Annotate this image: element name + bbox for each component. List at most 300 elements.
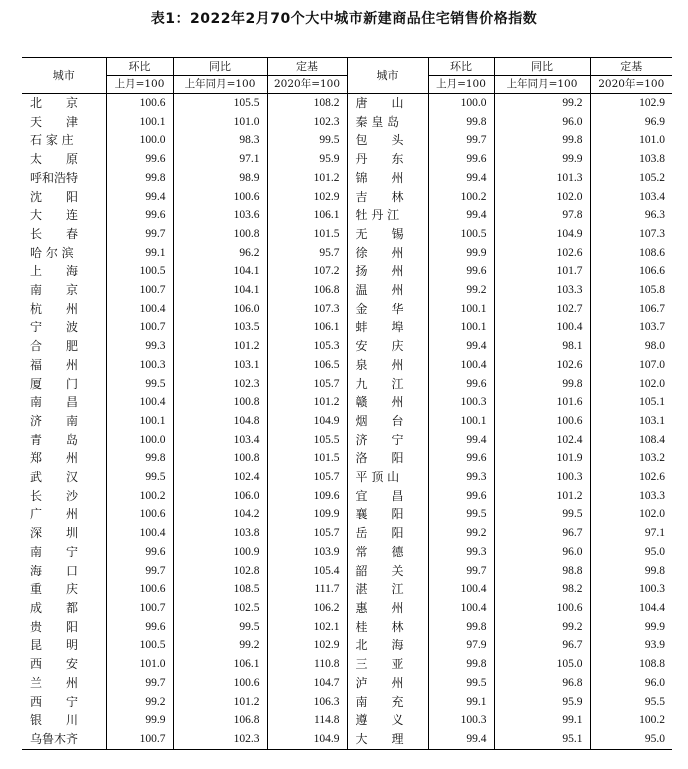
right-city-cell: 牡 丹 江 — [347, 206, 428, 225]
table-row — [22, 94, 672, 113]
left-city-cell: 呼和浩特 — [30, 170, 79, 185]
left-base-cell: 104.9 — [267, 412, 347, 431]
right-mom-cell: 100.1 — [428, 318, 494, 337]
header-city-left: 城市 — [22, 58, 106, 94]
right-yoy-cell: 99.5 — [494, 505, 590, 524]
left-city-cell: 福 州 — [30, 357, 79, 372]
left-city-cell: 贵 阳 — [30, 619, 79, 634]
left-yoy-cell: 105.5 — [173, 94, 267, 113]
right-mom-cell: 99.3 — [428, 468, 494, 487]
right-base-cell: 105.8 — [590, 281, 672, 300]
right-yoy-cell: 96.8 — [494, 674, 590, 693]
subheader-yoy-right: 上年同月=100 — [494, 76, 590, 94]
left-yoy-cell: 106.0 — [173, 487, 267, 506]
left-city-cell: 西 安 — [30, 657, 79, 672]
right-city-cell: 赣 州 — [347, 393, 428, 412]
table-row — [22, 524, 672, 543]
table-row — [22, 188, 672, 207]
right-city-cell: 泸 州 — [347, 674, 428, 693]
table-row — [22, 300, 672, 319]
right-city-cell: 三 亚 — [347, 655, 428, 674]
right-city-cell: 遵 义 — [347, 711, 428, 730]
table-row — [22, 674, 672, 693]
table-row — [22, 580, 672, 599]
subheader-base-left: 2020年=100 — [267, 76, 347, 94]
subheader-mom-left: 上月=100 — [106, 76, 173, 94]
left-city-cell: 济 南 — [30, 413, 79, 428]
left-city-cell: 太 原 — [30, 152, 79, 167]
left-base-cell: 103.9 — [267, 543, 347, 562]
left-yoy-cell: 103.6 — [173, 206, 267, 225]
right-yoy-cell: 104.9 — [494, 225, 590, 244]
right-yoy-cell: 96.0 — [494, 113, 590, 132]
left-mom-cell: 99.8 — [106, 449, 173, 468]
right-yoy-cell: 101.2 — [494, 487, 590, 506]
left-mom-cell: 99.7 — [106, 674, 173, 693]
right-base-cell: 96.0 — [590, 674, 672, 693]
left-city-cell: 青 岛 — [30, 432, 79, 447]
table-row — [22, 655, 672, 674]
left-city-cell: 宁 波 — [30, 320, 79, 335]
left-yoy-cell: 104.1 — [173, 262, 267, 281]
right-base-cell: 96.3 — [590, 206, 672, 225]
table-row — [22, 412, 672, 431]
left-mom-cell: 100.0 — [106, 131, 173, 150]
right-mom-cell: 99.6 — [428, 150, 494, 169]
left-base-cell: 101.2 — [267, 169, 347, 188]
right-city-cell: 蚌 埠 — [347, 318, 428, 337]
left-mom-cell: 100.4 — [106, 524, 173, 543]
right-yoy-cell: 99.8 — [494, 375, 590, 394]
right-yoy-cell: 102.6 — [494, 244, 590, 263]
right-base-cell: 103.4 — [590, 188, 672, 207]
left-city-cell: 银 川 — [30, 713, 79, 728]
left-base-cell: 108.2 — [267, 94, 347, 113]
right-base-cell: 99.9 — [590, 618, 672, 637]
header-yoy-left: 同比 — [173, 58, 267, 76]
table-row — [22, 337, 672, 356]
right-yoy-cell: 100.6 — [494, 412, 590, 431]
left-base-cell: 104.9 — [267, 730, 347, 749]
left-mom-cell: 99.9 — [106, 711, 173, 730]
left-mom-cell: 99.4 — [106, 188, 173, 207]
right-base-cell: 105.2 — [590, 169, 672, 188]
left-yoy-cell: 98.3 — [173, 131, 267, 150]
left-city-cell: 南 京 — [30, 283, 79, 298]
right-city-cell: 宜 昌 — [347, 487, 428, 506]
right-base-cell: 103.2 — [590, 449, 672, 468]
left-base-cell: 106.5 — [267, 356, 347, 375]
right-mom-cell: 99.4 — [428, 169, 494, 188]
table-row — [22, 505, 672, 524]
left-mom-cell: 100.5 — [106, 262, 173, 281]
right-yoy-cell: 95.9 — [494, 693, 590, 712]
left-base-cell: 105.5 — [267, 431, 347, 450]
left-base-cell: 102.9 — [267, 636, 347, 655]
left-base-cell: 114.8 — [267, 711, 347, 730]
left-yoy-cell: 99.2 — [173, 636, 267, 655]
right-mom-cell: 99.6 — [428, 375, 494, 394]
right-base-cell: 101.0 — [590, 131, 672, 150]
left-mom-cell: 99.5 — [106, 375, 173, 394]
left-city-cell: 郑 州 — [30, 451, 79, 466]
left-mom-cell: 99.5 — [106, 468, 173, 487]
left-mom-cell: 100.7 — [106, 730, 173, 749]
subheader-mom-right: 上月=100 — [428, 76, 494, 94]
right-city-cell: 大 理 — [347, 730, 428, 749]
left-base-cell: 109.9 — [267, 505, 347, 524]
table-row — [22, 150, 672, 169]
left-mom-cell: 99.6 — [106, 618, 173, 637]
right-base-cell: 107.0 — [590, 356, 672, 375]
left-yoy-cell: 102.5 — [173, 599, 267, 618]
right-city-cell: 安 庆 — [347, 337, 428, 356]
left-yoy-cell: 104.2 — [173, 505, 267, 524]
right-city-cell: 吉 林 — [347, 188, 428, 207]
left-yoy-cell: 102.4 — [173, 468, 267, 487]
left-city-cell: 成 都 — [30, 600, 79, 615]
left-base-cell: 104.7 — [267, 674, 347, 693]
right-yoy-cell: 102.6 — [494, 356, 590, 375]
left-city-cell: 石 家 庄 — [30, 133, 74, 148]
left-base-cell: 106.2 — [267, 599, 347, 618]
left-city-cell: 海 口 — [30, 563, 79, 578]
left-base-cell: 105.7 — [267, 468, 347, 487]
right-yoy-cell: 99.2 — [494, 618, 590, 637]
left-base-cell: 102.3 — [267, 113, 347, 132]
left-yoy-cell: 102.8 — [173, 562, 267, 581]
left-base-cell: 95.9 — [267, 150, 347, 169]
right-yoy-cell: 95.1 — [494, 730, 590, 749]
right-city-cell: 唐 山 — [347, 94, 428, 113]
right-yoy-cell: 98.8 — [494, 562, 590, 581]
left-city-cell: 南 宁 — [30, 544, 79, 559]
right-base-cell: 98.0 — [590, 337, 672, 356]
right-base-cell: 103.1 — [590, 412, 672, 431]
left-city-cell: 上 海 — [30, 264, 79, 279]
right-yoy-cell: 99.9 — [494, 150, 590, 169]
left-yoy-cell: 101.0 — [173, 113, 267, 132]
left-city-cell: 广 州 — [30, 507, 79, 522]
right-base-cell: 95.0 — [590, 543, 672, 562]
right-yoy-cell: 100.3 — [494, 468, 590, 487]
left-city-cell: 厦 门 — [30, 376, 79, 391]
right-city-cell: 常 德 — [347, 543, 428, 562]
right-base-cell: 102.0 — [590, 375, 672, 394]
left-mom-cell: 99.7 — [106, 225, 173, 244]
left-base-cell: 102.1 — [267, 618, 347, 637]
right-yoy-cell: 102.7 — [494, 300, 590, 319]
right-mom-cell: 99.4 — [428, 431, 494, 450]
left-city-cell: 西 宁 — [30, 694, 79, 709]
right-base-cell: 100.3 — [590, 580, 672, 599]
table-row — [22, 356, 672, 375]
right-mom-cell: 99.2 — [428, 524, 494, 543]
header-yoy-right: 同比 — [494, 58, 590, 76]
left-yoy-cell: 101.2 — [173, 693, 267, 712]
subheader-yoy-left: 上年同月=100 — [173, 76, 267, 94]
right-mom-cell: 100.3 — [428, 393, 494, 412]
left-city-cell: 乌鲁木齐 — [22, 730, 106, 749]
left-base-cell: 105.3 — [267, 337, 347, 356]
left-mom-cell: 99.6 — [106, 543, 173, 562]
left-mom-cell: 99.7 — [106, 562, 173, 581]
right-base-cell: 108.4 — [590, 431, 672, 450]
right-city-cell: 洛 阳 — [347, 449, 428, 468]
right-base-cell: 102.6 — [590, 468, 672, 487]
table-row — [22, 206, 672, 225]
header-city-right: 城市 — [347, 58, 428, 94]
left-mom-cell: 100.2 — [106, 487, 173, 506]
left-base-cell: 111.7 — [267, 580, 347, 599]
right-yoy-cell: 100.4 — [494, 318, 590, 337]
left-mom-cell: 100.6 — [106, 94, 173, 113]
left-yoy-cell: 98.9 — [173, 169, 267, 188]
left-mom-cell: 100.3 — [106, 356, 173, 375]
left-mom-cell: 99.6 — [106, 150, 173, 169]
right-yoy-cell: 96.7 — [494, 636, 590, 655]
right-city-cell: 锦 州 — [347, 169, 428, 188]
right-city-cell: 无 锡 — [347, 225, 428, 244]
table-row — [22, 244, 672, 263]
left-city-cell: 哈 尔 滨 — [30, 245, 74, 260]
table-row — [22, 225, 672, 244]
left-base-cell: 107.2 — [267, 262, 347, 281]
left-city-cell: 沈 阳 — [30, 189, 79, 204]
left-yoy-cell: 104.1 — [173, 281, 267, 300]
left-city-cell: 北 京 — [30, 96, 79, 110]
left-base-cell: 102.9 — [267, 188, 347, 207]
table-row — [22, 169, 672, 188]
right-mom-cell: 100.3 — [428, 711, 494, 730]
right-mom-cell: 100.1 — [428, 300, 494, 319]
right-mom-cell: 97.9 — [428, 636, 494, 655]
table-row — [22, 562, 672, 581]
table-row — [22, 693, 672, 712]
left-city-cell: 兰 州 — [30, 675, 79, 690]
right-city-cell: 包 头 — [347, 131, 428, 150]
right-city-cell: 韶 关 — [347, 562, 428, 581]
left-mom-cell: 99.6 — [106, 206, 173, 225]
right-city-cell: 温 州 — [347, 281, 428, 300]
right-base-cell: 107.3 — [590, 225, 672, 244]
left-mom-cell: 99.3 — [106, 337, 173, 356]
left-mom-cell: 100.7 — [106, 599, 173, 618]
right-yoy-cell: 99.8 — [494, 131, 590, 150]
table-row — [22, 375, 672, 394]
left-city-cell: 重 庆 — [30, 582, 79, 597]
right-yoy-cell: 99.1 — [494, 711, 590, 730]
table-row — [22, 449, 672, 468]
right-yoy-cell: 103.3 — [494, 281, 590, 300]
right-mom-cell: 99.6 — [428, 449, 494, 468]
right-base-cell: 95.0 — [590, 730, 672, 749]
left-yoy-cell: 96.2 — [173, 244, 267, 263]
left-base-cell: 99.5 — [267, 131, 347, 150]
left-yoy-cell: 108.5 — [173, 580, 267, 599]
table-row — [22, 636, 672, 655]
left-yoy-cell: 103.8 — [173, 524, 267, 543]
right-base-cell: 106.7 — [590, 300, 672, 319]
left-base-cell: 110.8 — [267, 655, 347, 674]
right-yoy-cell: 97.8 — [494, 206, 590, 225]
right-base-cell: 95.5 — [590, 693, 672, 712]
table-row — [22, 711, 672, 730]
left-yoy-cell: 103.5 — [173, 318, 267, 337]
right-base-cell: 97.1 — [590, 524, 672, 543]
left-mom-cell: 100.6 — [106, 505, 173, 524]
left-city-cell: 南 昌 — [30, 395, 79, 410]
right-yoy-cell: 101.3 — [494, 169, 590, 188]
right-base-cell: 108.6 — [590, 244, 672, 263]
left-mom-cell: 100.5 — [106, 636, 173, 655]
table-row — [22, 618, 672, 637]
right-city-cell: 南 充 — [347, 693, 428, 712]
right-city-cell: 桂 林 — [347, 618, 428, 637]
right-mom-cell: 99.6 — [428, 262, 494, 281]
right-city-cell: 烟 台 — [347, 412, 428, 431]
table-row — [22, 431, 672, 450]
right-base-cell: 103.7 — [590, 318, 672, 337]
table-title: 表1：2022年2月70个大中城市新建商品住宅销售价格指数 — [150, 11, 538, 27]
right-yoy-cell: 96.7 — [494, 524, 590, 543]
left-yoy-cell: 103.1 — [173, 356, 267, 375]
right-yoy-cell: 99.2 — [494, 94, 590, 113]
left-base-cell: 109.6 — [267, 487, 347, 506]
left-mom-cell: 100.7 — [106, 281, 173, 300]
left-city-cell: 昆 明 — [30, 638, 79, 653]
right-yoy-cell: 101.9 — [494, 449, 590, 468]
header-base-right: 定基 — [590, 58, 672, 76]
left-yoy-cell: 100.8 — [173, 449, 267, 468]
right-mom-cell: 99.3 — [428, 543, 494, 562]
right-city-cell: 金 华 — [347, 300, 428, 319]
right-base-cell: 93.9 — [590, 636, 672, 655]
right-city-cell: 惠 州 — [347, 599, 428, 618]
table-row — [22, 543, 672, 562]
table-row — [22, 393, 672, 412]
right-mom-cell: 99.5 — [428, 674, 494, 693]
right-city-cell: 岳 阳 — [347, 524, 428, 543]
right-base-cell: 103.3 — [590, 487, 672, 506]
table-row — [22, 599, 672, 618]
left-yoy-cell: 100.8 — [173, 393, 267, 412]
left-yoy-cell: 106.0 — [173, 300, 267, 319]
right-mom-cell: 99.7 — [428, 562, 494, 581]
right-mom-cell: 99.1 — [428, 693, 494, 712]
left-mom-cell: 101.0 — [106, 655, 173, 674]
left-base-cell: 101.2 — [267, 393, 347, 412]
right-city-cell: 徐 州 — [347, 244, 428, 263]
header-mom-right: 环比 — [428, 58, 494, 76]
right-mom-cell: 99.7 — [428, 131, 494, 150]
right-mom-cell: 99.4 — [428, 337, 494, 356]
left-city-cell: 合 肥 — [30, 339, 79, 354]
left-city-cell: 天 津 — [30, 114, 79, 129]
left-city-cell: 深 圳 — [30, 526, 79, 541]
right-city-cell: 九 江 — [347, 375, 428, 394]
left-city-cell: 长 沙 — [30, 488, 79, 503]
left-base-cell: 101.5 — [267, 449, 347, 468]
table-row — [22, 318, 672, 337]
right-base-cell: 102.9 — [590, 94, 672, 113]
right-city-cell: 秦 皇 岛 — [347, 113, 428, 132]
header-mom-left: 环比 — [106, 58, 173, 76]
left-yoy-cell: 100.8 — [173, 225, 267, 244]
left-mom-cell: 100.0 — [106, 431, 173, 450]
right-base-cell: 96.9 — [590, 113, 672, 132]
right-yoy-cell: 101.7 — [494, 262, 590, 281]
left-mom-cell: 100.4 — [106, 300, 173, 319]
right-yoy-cell: 105.0 — [494, 655, 590, 674]
right-city-cell: 湛 江 — [347, 580, 428, 599]
right-yoy-cell: 96.0 — [494, 543, 590, 562]
right-yoy-cell: 98.1 — [494, 337, 590, 356]
right-mom-cell: 99.2 — [428, 281, 494, 300]
right-base-cell: 106.6 — [590, 262, 672, 281]
right-mom-cell: 100.4 — [428, 356, 494, 375]
table-row — [22, 113, 672, 132]
right-mom-cell: 99.4 — [428, 730, 494, 749]
right-city-cell: 济 宁 — [347, 431, 428, 450]
left-mom-cell: 99.1 — [106, 244, 173, 263]
left-yoy-cell: 100.6 — [173, 188, 267, 207]
right-city-cell: 襄 阳 — [347, 505, 428, 524]
right-yoy-cell: 100.6 — [494, 599, 590, 618]
right-city-cell: 北 海 — [347, 636, 428, 655]
left-base-cell: 101.5 — [267, 225, 347, 244]
right-yoy-cell: 101.6 — [494, 393, 590, 412]
left-city-cell: 武 汉 — [30, 470, 79, 485]
left-yoy-cell: 101.2 — [173, 337, 267, 356]
table-row — [22, 262, 672, 281]
table-row — [22, 487, 672, 506]
left-mom-cell: 100.6 — [106, 580, 173, 599]
subheader-base-right: 2020年=100 — [590, 76, 672, 94]
left-mom-cell: 100.7 — [106, 318, 173, 337]
left-base-cell: 105.4 — [267, 562, 347, 581]
right-city-cell: 平 顶 山 — [347, 468, 428, 487]
right-yoy-cell: 102.4 — [494, 431, 590, 450]
right-mom-cell: 99.5 — [428, 505, 494, 524]
right-mom-cell: 99.8 — [428, 655, 494, 674]
left-yoy-cell: 97.1 — [173, 150, 267, 169]
right-yoy-cell: 98.2 — [494, 580, 590, 599]
table-row — [22, 131, 672, 150]
right-yoy-cell: 102.0 — [494, 188, 590, 207]
price-index-table — [22, 57, 672, 750]
left-yoy-cell: 102.3 — [173, 730, 267, 749]
left-yoy-cell: 103.4 — [173, 431, 267, 450]
right-base-cell: 103.8 — [590, 150, 672, 169]
right-mom-cell: 99.9 — [428, 244, 494, 263]
left-yoy-cell: 102.3 — [173, 375, 267, 394]
left-base-cell: 105.7 — [267, 375, 347, 394]
left-yoy-cell: 106.8 — [173, 711, 267, 730]
left-city-cell: 大 连 — [30, 208, 79, 223]
left-yoy-cell: 104.8 — [173, 412, 267, 431]
table-row — [22, 281, 672, 300]
left-mom-cell: 100.4 — [106, 393, 173, 412]
right-mom-cell: 100.5 — [428, 225, 494, 244]
left-city-cell: 长 春 — [30, 226, 79, 241]
right-mom-cell: 99.4 — [428, 206, 494, 225]
left-base-cell: 106.8 — [267, 281, 347, 300]
left-mom-cell: 100.1 — [106, 113, 173, 132]
right-mom-cell: 100.4 — [428, 599, 494, 618]
right-city-cell: 扬 州 — [347, 262, 428, 281]
right-city-cell: 丹 东 — [347, 150, 428, 169]
